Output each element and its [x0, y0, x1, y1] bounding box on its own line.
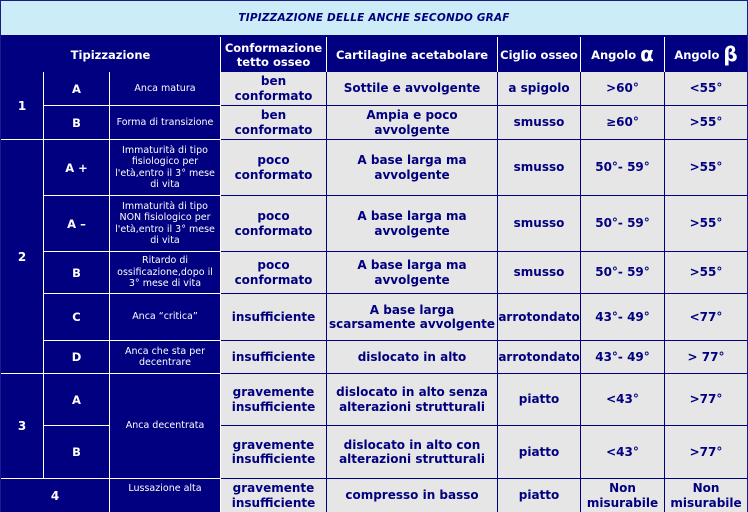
- angolo-alpha-label: Angolo: [591, 48, 637, 62]
- cell-angolo-beta: <77°: [665, 294, 747, 341]
- subtype-description: Immaturità di tipo fisiologico per l'età,entro il 3° mese di vita: [110, 140, 221, 196]
- cell-angolo-alpha: 50°- 59°: [581, 140, 665, 196]
- subtype-label: B: [44, 252, 110, 294]
- subtype-label: D: [44, 341, 110, 374]
- cell-cartilagine: compresso in basso: [327, 479, 498, 512]
- cell-angolo-beta: >55°: [665, 196, 747, 252]
- subtype-label: A +: [44, 140, 110, 196]
- cell-ciglio: a spigolo: [498, 72, 581, 106]
- header-angolo-beta: [665, 37, 747, 72]
- cell-angolo-beta: >77°: [665, 374, 747, 426]
- subtype-label: A –: [44, 196, 110, 252]
- cell-conformazione: poco conformato: [221, 196, 327, 252]
- subtype-description: Ritardo di ossificazione,dopo il 3° mese di vita: [110, 252, 221, 294]
- cell-ciglio: smusso: [498, 140, 581, 196]
- table-row: [1, 72, 747, 106]
- cell-ciglio: arrotondato: [498, 294, 581, 341]
- graf-classification-table: [1, 1, 747, 512]
- angolo-beta-label: Angolo: [674, 48, 720, 62]
- group-label: 4: [1, 479, 110, 512]
- subtype-description: Lussazione alta: [110, 479, 221, 512]
- cell-cartilagine: dislocato in alto senza alterazioni strutturali: [327, 374, 498, 426]
- table-row: [1, 252, 747, 294]
- group-label: 2: [1, 140, 44, 374]
- cell-angolo-beta: >77°: [665, 426, 747, 479]
- beta-symbol: β: [723, 42, 738, 66]
- cell-ciglio: piatto: [498, 479, 581, 512]
- header-conformazione: Conformazione tetto osseo: [221, 37, 327, 72]
- cell-cartilagine: A base larga ma avvolgente: [327, 252, 498, 294]
- header-tipizzazione: Tipizzazione: [1, 37, 221, 72]
- table-row: [1, 106, 747, 140]
- table-row: [1, 196, 747, 252]
- table-title: TIPIZZAZIONE DELLE ANCHE SECONDO GRAF: [1, 1, 747, 37]
- subtype-label: A: [44, 374, 110, 426]
- cell-cartilagine: Ampia e poco avvolgente: [327, 106, 498, 140]
- table-row: [1, 479, 747, 512]
- subtype-label: B: [44, 106, 110, 140]
- cell-angolo-alpha: 50°- 59°: [581, 252, 665, 294]
- table-row: [1, 374, 747, 426]
- subtype-label: C: [44, 294, 110, 341]
- subtype-label: B: [44, 426, 110, 479]
- subtype-description: Immaturità di tipo NON fisiologico per l'età,entro il 3° mese di vita: [110, 196, 221, 252]
- subtype-label: A: [44, 72, 110, 106]
- cell-angolo-beta: Non misurabile: [665, 479, 747, 512]
- header-ciglio: Ciglio osseo: [498, 37, 581, 72]
- header-angolo-alpha: [581, 37, 665, 72]
- cell-conformazione: ben conformato: [221, 106, 327, 140]
- cell-angolo-beta: >55°: [665, 252, 747, 294]
- cell-cartilagine: Sottile e avvolgente: [327, 72, 498, 106]
- subtype-description: Forma di transizione: [110, 106, 221, 140]
- cell-conformazione: insufficiente: [221, 341, 327, 374]
- cell-angolo-alpha: 43°- 49°: [581, 341, 665, 374]
- cell-angolo-beta: >55°: [665, 140, 747, 196]
- cell-conformazione: gravemente insufficiente: [221, 426, 327, 479]
- alpha-symbol: α: [640, 42, 654, 66]
- table-row: [1, 341, 747, 374]
- cell-angolo-alpha: 50°- 59°: [581, 196, 665, 252]
- cell-angolo-alpha: >60°: [581, 72, 665, 106]
- table-row: [1, 140, 747, 196]
- cell-angolo-beta: >55°: [665, 106, 747, 140]
- cell-angolo-beta: > 77°: [665, 341, 747, 374]
- cell-angolo-alpha: <43°: [581, 374, 665, 426]
- cell-ciglio: piatto: [498, 426, 581, 479]
- subtype-description: Anca matura: [110, 72, 221, 106]
- cell-conformazione: gravemente insufficiente: [221, 479, 327, 512]
- header-row: [1, 37, 747, 72]
- cell-ciglio: arrotondato: [498, 341, 581, 374]
- table-row: [1, 294, 747, 341]
- cell-ciglio: piatto: [498, 374, 581, 426]
- subtype-description: Anca decentrata: [110, 374, 221, 479]
- cell-cartilagine: A base larga ma avvolgente: [327, 140, 498, 196]
- cell-ciglio: smusso: [498, 252, 581, 294]
- subtype-description: Anca “critica”: [110, 294, 221, 341]
- cell-conformazione: gravemente insufficiente: [221, 374, 327, 426]
- subtype-description: Anca che sta per decentrare: [110, 341, 221, 374]
- group-label: 1: [1, 72, 44, 140]
- cell-conformazione: poco conformato: [221, 252, 327, 294]
- cell-conformazione: poco conformato: [221, 140, 327, 196]
- cell-ciglio: smusso: [498, 106, 581, 140]
- cell-conformazione: insufficiente: [221, 294, 327, 341]
- cell-conformazione: ben conformato: [221, 72, 327, 106]
- cell-angolo-alpha: ≥60°: [581, 106, 665, 140]
- cell-cartilagine: dislocato in alto: [327, 341, 498, 374]
- cell-angolo-alpha: 43°- 49°: [581, 294, 665, 341]
- header-cartilagine: Cartilagine acetabolare: [327, 37, 498, 72]
- cell-cartilagine: A base larga ma avvolgente: [327, 196, 498, 252]
- cell-cartilagine: A base larga scarsamente avvolgente: [327, 294, 498, 341]
- cell-angolo-alpha: Non misurabile: [581, 479, 665, 512]
- cell-angolo-alpha: <43°: [581, 426, 665, 479]
- cell-angolo-beta: <55°: [665, 72, 747, 106]
- group-label: 3: [1, 374, 44, 479]
- cell-cartilagine: dislocato in alto con alterazioni strutturali: [327, 426, 498, 479]
- cell-ciglio: smusso: [498, 196, 581, 252]
